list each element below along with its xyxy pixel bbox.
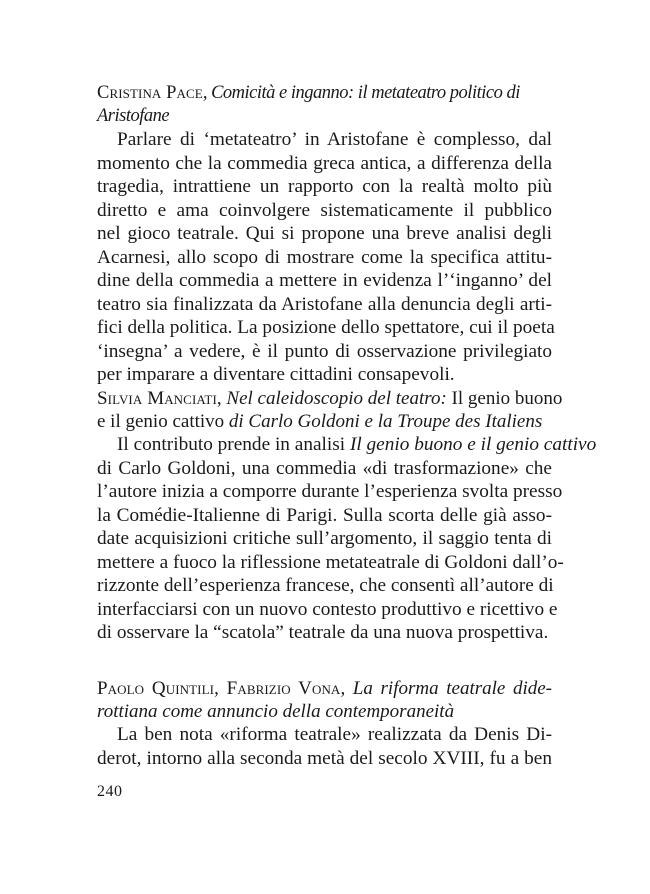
author-name: Paolo Quintili, Fabrizio Vona [97,678,341,699]
abstract-line: diretto e ama coinvolgere sistematicamente il pubblico [97,199,552,221]
abstract-line: La ben nota «riforma teatrale» realizzata da Denis Di- [117,724,552,745]
abstract-line: mettere a fuoco la riflessione metateatrale di Goldoni dall’o- [97,551,564,573]
essay-title-roman: Il genio buono [451,388,563,409]
abstract-entry-manciati [97,387,597,645]
abstract-line: fici della politica. La posizione dello spettatore, cui il poeta [97,317,555,338]
abstract-line: rizzonte dell’esperienza francese, che consentì all’autore di [97,575,554,596]
abstract-line: l’autore inizia a comporre durante l’esperienza svolta presso [97,481,563,502]
page [97,0,597,894]
abstract-line: nel gioco teatrale. Qui si propone una breve analisi degli [97,223,552,244]
abstract-line: di osservare la “scatola” teatrale da una nuova prospettiva. [97,622,549,643]
abstract-line: di Carlo Goldoni, una commedia «di trasformazione» che [97,457,552,479]
abstract-line: Parlare di ‘metateatro’ in Aristofane è complesso, dal [117,129,552,150]
abstract-line: ‘insegna’ a vedere, è il punto di osservazione privilegiato [97,340,552,362]
abstract-line: date acquisizioni critiche sull’argomento, il saggio tenta di [97,528,552,549]
abstract-line: per imparare a diventare cittadini consapevoli. [97,364,455,385]
abstract-text [97,433,597,645]
essay-title: Comicità e inganno: il metateatro politico di Aristofane [97,83,520,126]
essay-title: La riforma teatrale dide- [352,678,553,699]
abstract-line: Acarnesi, allo scopo di mostrare come la specifica attitu- [97,246,552,268]
author-name: Cristina Pace [97,83,203,103]
entry-heading: Silvia Manciati, Nel caleidoscopio del teatro: Il genio buono e il genio cattivo di Carlo Goldoni e la Troupe des Italiens [97,388,563,432]
abstract-line: dine della commedia a mettere in evidenza l’‘inganno’ del [97,270,552,291]
essay-title-cont: rottiana come annuncio della contemporaneità [97,701,455,722]
abstract-line: la Comédie-Italienne di Parigi. Sulla scorta delle già asso- [97,504,552,526]
abstract-text [97,723,552,770]
abstract-line: tragedia, intrattiene un rapporto con la realtà molto più [97,176,552,197]
abstract-line [97,433,597,457]
abstract-line: derot, intorno alla seconda metà del secolo XVIII, fu a ben [97,747,552,769]
abstract-line: interfacciarsi con un nuovo contesto produttivo e ricettivo e [97,598,558,620]
abstract-line-roman: Il contributo prende in analisi [117,434,346,455]
abstract-entry-quintili-vona [97,677,552,770]
cited-title: Il genio buono e il genio cattivo [349,434,597,455]
abstract-entry-pace [97,82,555,387]
author-name: Silvia Manciati [97,388,217,409]
page-number: 240 [97,783,123,800]
essay-title-italic-cont: di Carlo Goldoni e la Troupe des Italiens [228,411,543,432]
entry-heading: Cristina Pace, Comicità e inganno: il metateatro politico di Aristofane [97,83,520,126]
essay-title-roman-cont: e il genio cattivo [97,411,225,432]
essay-title-italic: Nel caleidoscopio del teatro: [226,388,447,409]
entry-heading: Paolo Quintili, Fabrizio Vona, La riforma teatrale dide- rottiana come annuncio della contemporaneità [97,678,553,722]
abstract-text [97,128,555,387]
abstract-line: momento che la commedia greca antica, a differenza della [97,152,552,174]
abstract-line: teatro sia finalizzata da Aristofane alla denuncia degli arti- [97,293,552,315]
